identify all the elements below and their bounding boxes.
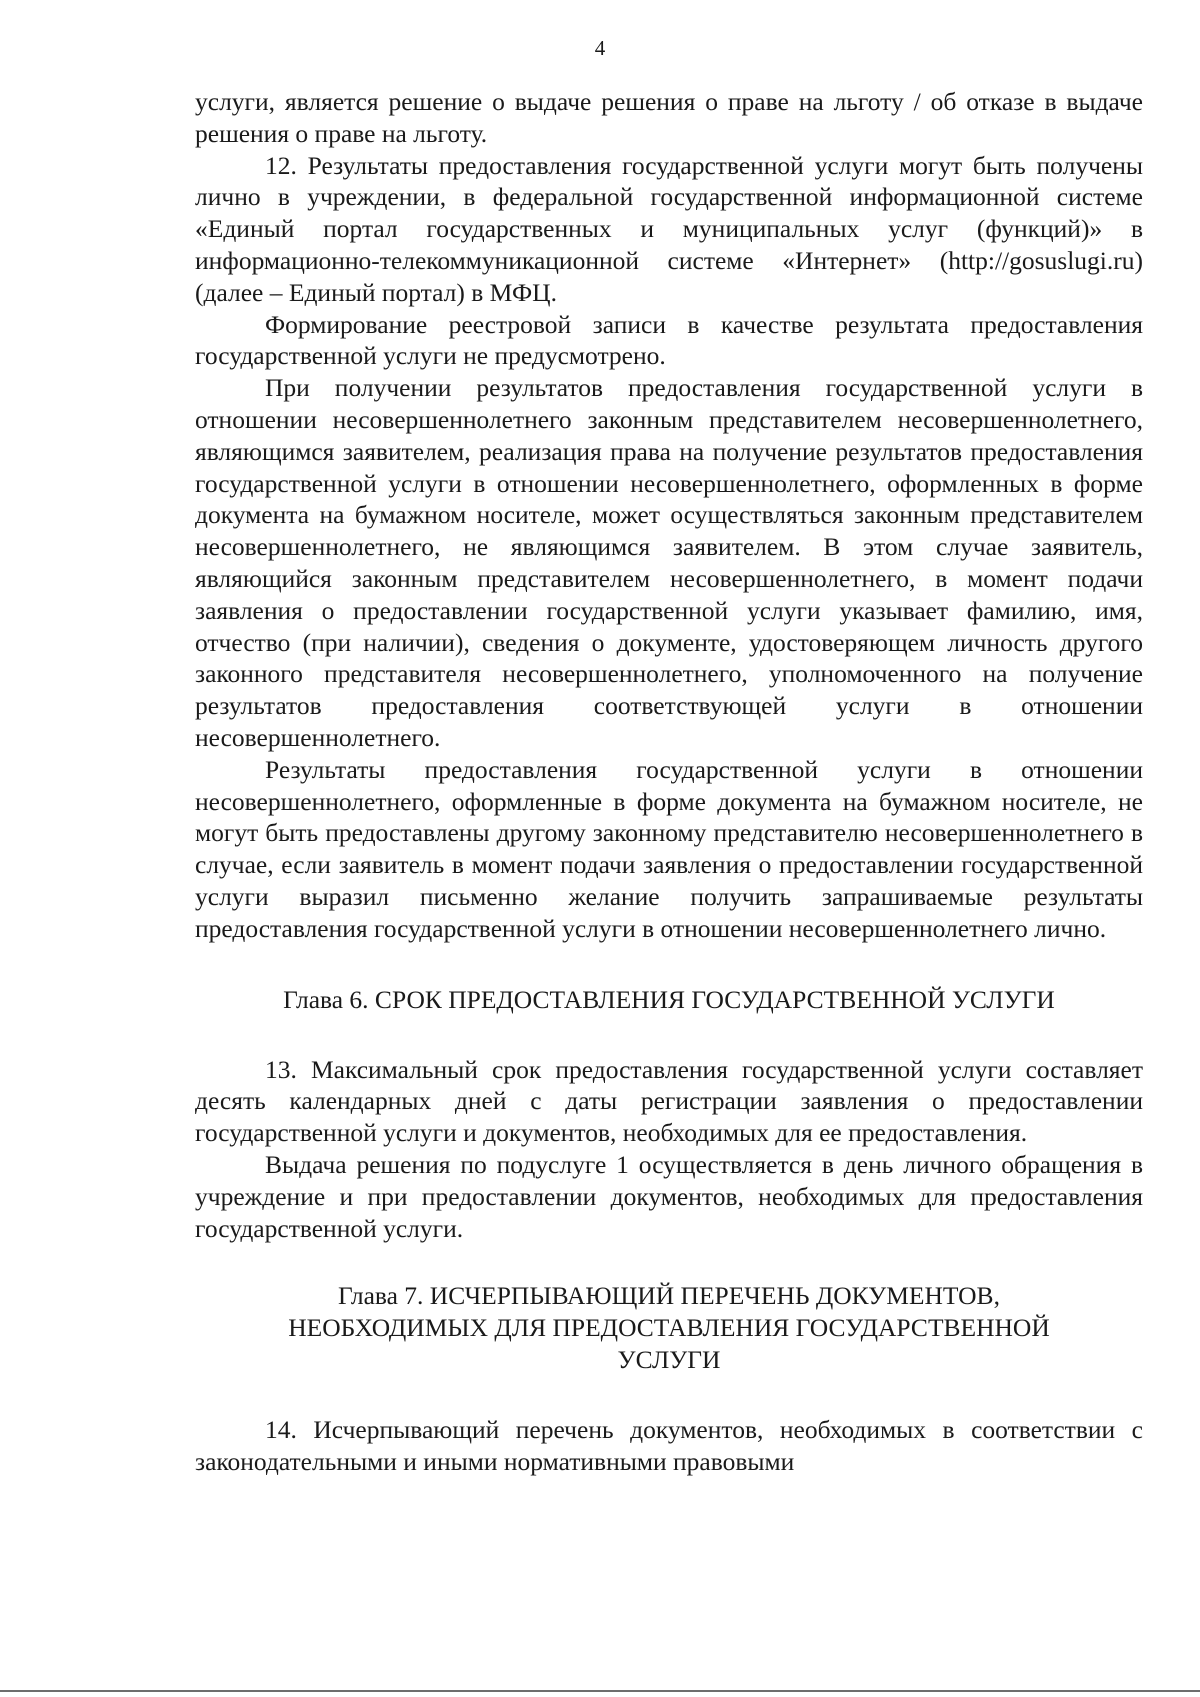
bottom-scan-edge [0,1690,1200,1692]
paragraph-continuation: услуги, является решение о выдаче решения о праве на льготу / об отказе в выдаче решения о праве на льготу. [195,87,1143,148]
chapter-7-heading [195,1280,1143,1376]
page-number: 4 [594,36,606,60]
paragraph-12: 12. Результаты предоставления государственной услуги могут быть получены лично в учреждении, в федеральной государственной информационной системе «Единый портал государственных и муниципальных услуг (функций)» в информационно-телекоммуникационной системе «Интернет» (http://gosuslugi.ru) (далее – Единый портал) в МФЦ. [195,150,1143,307]
paragraph-registry-record: Формирование реестровой записи в качестве результата предоставления государственной услуги не предусмотрено. [195,309,1143,371]
chapter-7-heading-line-2: НЕОБХОДИМЫХ ДЛЯ ПРЕДОСТАВЛЕНИЯ ГОСУДАРСТВЕННОЙ [288,1313,1050,1343]
paragraph-14: 14. Исчерпывающий перечень документов, необходимых в соответствии с законодательными и иными нормативными правовыми [195,1415,1143,1477]
paragraph-minor-results: При получении результатов предоставления государственной услуги в отношении несовершеннолетнего законным представителем несовершеннолетнего, являющимся заявителем, реализация права на получение результатов предоставления государственной услуги в отношении несовершеннолетнего, оформленных в форме документа на бумажном носителе, может осуществляться законным представителем несовершеннолетнего, не являющимся заявителем. В этом случае заявитель, являющийся законным представителем несовершеннолетнего, в момент подачи заявления о предоставлении государственной услуги указывает фамилию, имя, отчество (при наличии), сведения о документе, удостоверяющем личность другого законного представителя несовершеннолетнего, уполномоченного на получение результатов предоставления соответствующей услуги в отношении несовершеннолетнего. [195,373,1143,752]
chapter-6-heading: Глава 6. СРОК ПРЕДОСТАВЛЕНИЯ ГОСУДАРСТВЕННОЙ УСЛУГИ [283,984,1055,1014]
paragraph-subservice-1: Выдача решения по подуслуге 1 осуществляется в день личного обращения в учреждение и при предоставлении документов, необходимых для предоставления государственной услуги. [195,1149,1143,1243]
chapter-7-heading-line-3: УСЛУГИ [617,1345,721,1375]
document-body [195,86,1143,1478]
paragraph-13: 13. Максимальный срок предоставления государственной услуги составляет десять календарных дней с даты регистрации заявления о предоставлении государственной услуги и документов, необходимых для ее предоставления. [195,1054,1143,1148]
chapter-7-heading-line-1: Глава 7. ИСЧЕРПЫВАЮЩИЙ ПЕРЕЧЕНЬ ДОКУМЕНТОВ, [338,1281,1000,1311]
paragraph-minor-paper-results: Результаты предоставления государственной услуги в отношении несовершеннолетнего, оформленные в форме документа на бумажном носителе, не могут быть предоставлены другому законному представителю несовершеннолетнего в случае, если заявитель в момент подачи заявления о предоставлении государственной услуги выразил письменно желание получить запрашиваемые результаты предоставления государственной услуги в отношении несовершеннолетнего лично. [195,754,1143,943]
